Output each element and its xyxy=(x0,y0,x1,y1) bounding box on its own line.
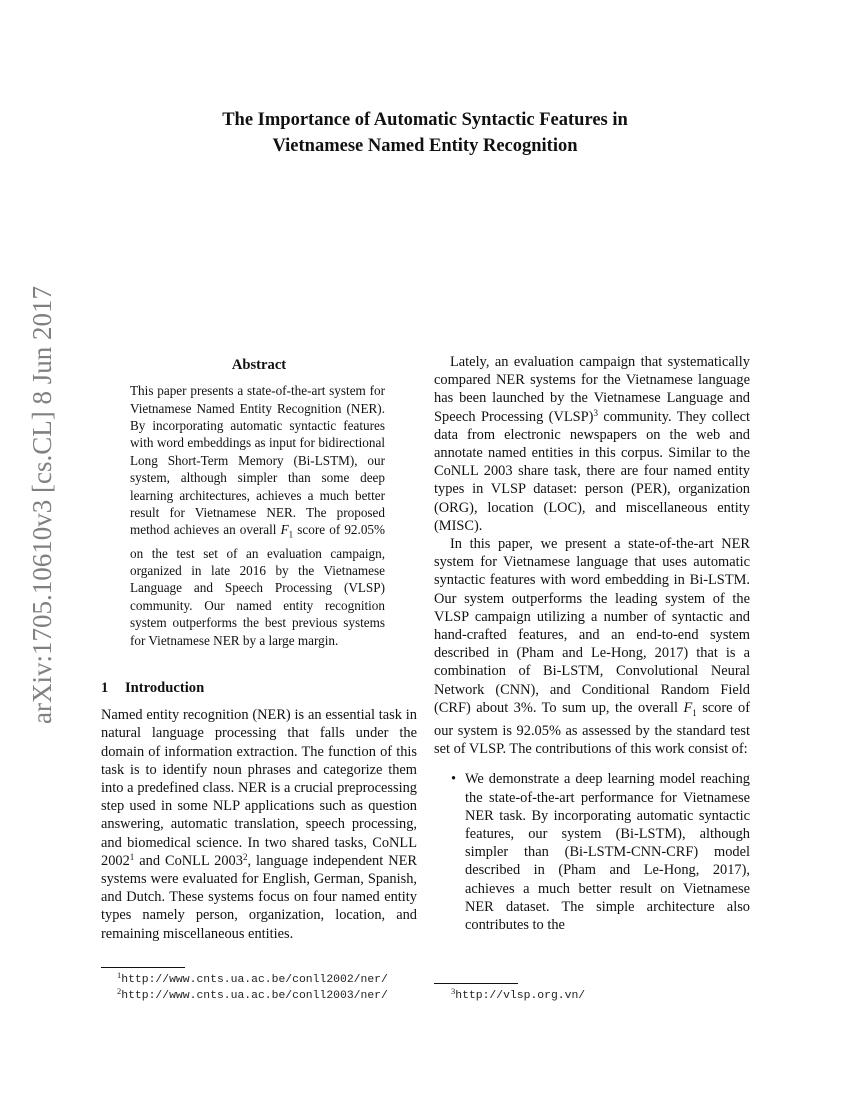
right-para1-part-2: community. They collect data from electronic newspapers on the web and annotate named entities in this corpus. Similar to the CoNLL 2003 share task, there are four named entity types in VLSP dataset: person (PER), organization (ORG), location (LOC), and miscellaneous entity (MISC). xyxy=(434,408,750,534)
footnote-3-url[interactable]: http://vlsp.org.vn/ xyxy=(455,990,586,1002)
footnote-divider-right xyxy=(434,983,518,984)
introduction-paragraph xyxy=(101,706,417,943)
section-number: 1 xyxy=(101,679,109,696)
list-item xyxy=(434,770,750,934)
footnote-3 xyxy=(451,986,586,1003)
intro-text-part-2: and CoNLL 2003 xyxy=(134,852,243,869)
footnote-divider-left xyxy=(101,967,185,968)
right-column xyxy=(434,353,750,934)
footnote-1-url[interactable]: http://www.cnts.ua.ac.be/conll2002/ner/ xyxy=(121,974,388,986)
intro-text-part-3: , language independent NER systems were evaluated for English, German, Spanish, and Dutch. These systems focus on four named entity types namely person, organization, location, and remaining miscellaneous entities. xyxy=(101,852,417,942)
list-item-text: We demonstrate a deep learning model reaching the state-of-the-art performance for Vietnamese NER task. By incorporating automatic syntactic features, our system (Bi-LSTM), although simpler than (Bi-LSTM-CNN-CRF) model described in (Pham and Le-Hong, 2017), achieves a much better result on Vietnamese NER dataset. The simple architecture also contributes to the xyxy=(465,771,750,933)
f1-subscript: 1 xyxy=(288,530,294,541)
abstract-text-part-2: score of 92.05% on the test set of an evaluation campaign, organized in late 2016 by the Vietnamese Language and Speech Processing (VLSP) community. Our named entity recognition system outperforms the best previous systems for Vietnamese NER by a large margin. xyxy=(130,522,385,648)
footnote-1-mark: 1 xyxy=(117,970,122,980)
bullet-icon: • xyxy=(451,771,457,788)
f1-symbol: F xyxy=(280,522,289,538)
arxiv-identifier: arXiv:1705.10610v3 [cs.CL] 8 Jun 2017 xyxy=(27,286,57,724)
footnote-1 xyxy=(117,970,388,987)
f1-symbol-right: F xyxy=(683,699,693,716)
section-title: Introduction xyxy=(125,679,205,696)
footnote-ref-3[interactable]: 3 xyxy=(593,407,598,418)
footnote-2-url[interactable]: http://www.cnts.ua.ac.be/conll2003/ner/ xyxy=(121,990,388,1002)
left-column xyxy=(101,353,417,943)
right-para1-part-1: Lately, an evaluation campaign that systematically compared NER systems for the Vietnamese language has been launched by the Vietnamese Language and Speech Processing (VLSP) xyxy=(434,354,750,425)
right-paragraph-1 xyxy=(434,353,750,535)
contributions-list xyxy=(434,770,750,934)
right-para2-part-2: score of our system is 92.05% as assessed by the standard test set of VLSP. The contributions of this work consist of: xyxy=(434,699,750,758)
intro-text-part-1: Named entity recognition (NER) is an essential task in natural language processing that falls under the domain of information extraction. The function of this task is to identify noun phrases and categorize them into a predefined class. NER is a crucial preprocessing step used in some NLP applications such as question answering, automatic translation, speech processing, and biomedical science. In two shared tasks, CoNLL 2002 xyxy=(101,707,417,869)
abstract-text-part-1: This paper presents a state-of-the-art system for Vietnamese Named Entity Recognition (NER). By incorporating automatic syntactic features with word embeddings as input for bidirectional Long Short-Term Memory (Bi-LSTM), our system, although simpler than some deep learning architectures, achieves a much better result for Vietnamese NER. The proposed method achieves an overall xyxy=(130,383,385,538)
section-heading-introduction xyxy=(101,679,417,697)
paper-title xyxy=(100,107,750,159)
footnote-ref-1[interactable]: 1 xyxy=(129,851,135,862)
footnote-ref-2[interactable]: 2 xyxy=(242,851,248,862)
title-line-2: Vietnamese Named Entity Recognition xyxy=(272,136,578,156)
footnote-3-mark: 3 xyxy=(451,986,456,996)
right-paragraph-2 xyxy=(434,535,750,758)
title-line-1: The Importance of Automatic Syntactic Features in xyxy=(222,110,628,130)
footnote-2-mark: 2 xyxy=(117,986,122,996)
right-para2-part-1: In this paper, we present a state-of-the-art NER system for Vietnamese language that uses automatic syntactic features with word embedding in Bi-LSTM. Our system outperforms the leading system of the VLSP campaign utilizing a number of syntactic and hand-crafted features, and an end-to-end system described in (Pham and Le-Hong, 2017) that is a combination of Bi-LSTM, Convolutional Neural Network (CNN), and Conditional Random Field (CRF) about 3%. To sum up, the overall xyxy=(434,536,750,716)
abstract-text xyxy=(130,382,385,649)
f1-subscript-right: 1 xyxy=(692,707,697,718)
abstract-heading: Abstract xyxy=(231,357,287,373)
footnote-2 xyxy=(117,986,388,1003)
